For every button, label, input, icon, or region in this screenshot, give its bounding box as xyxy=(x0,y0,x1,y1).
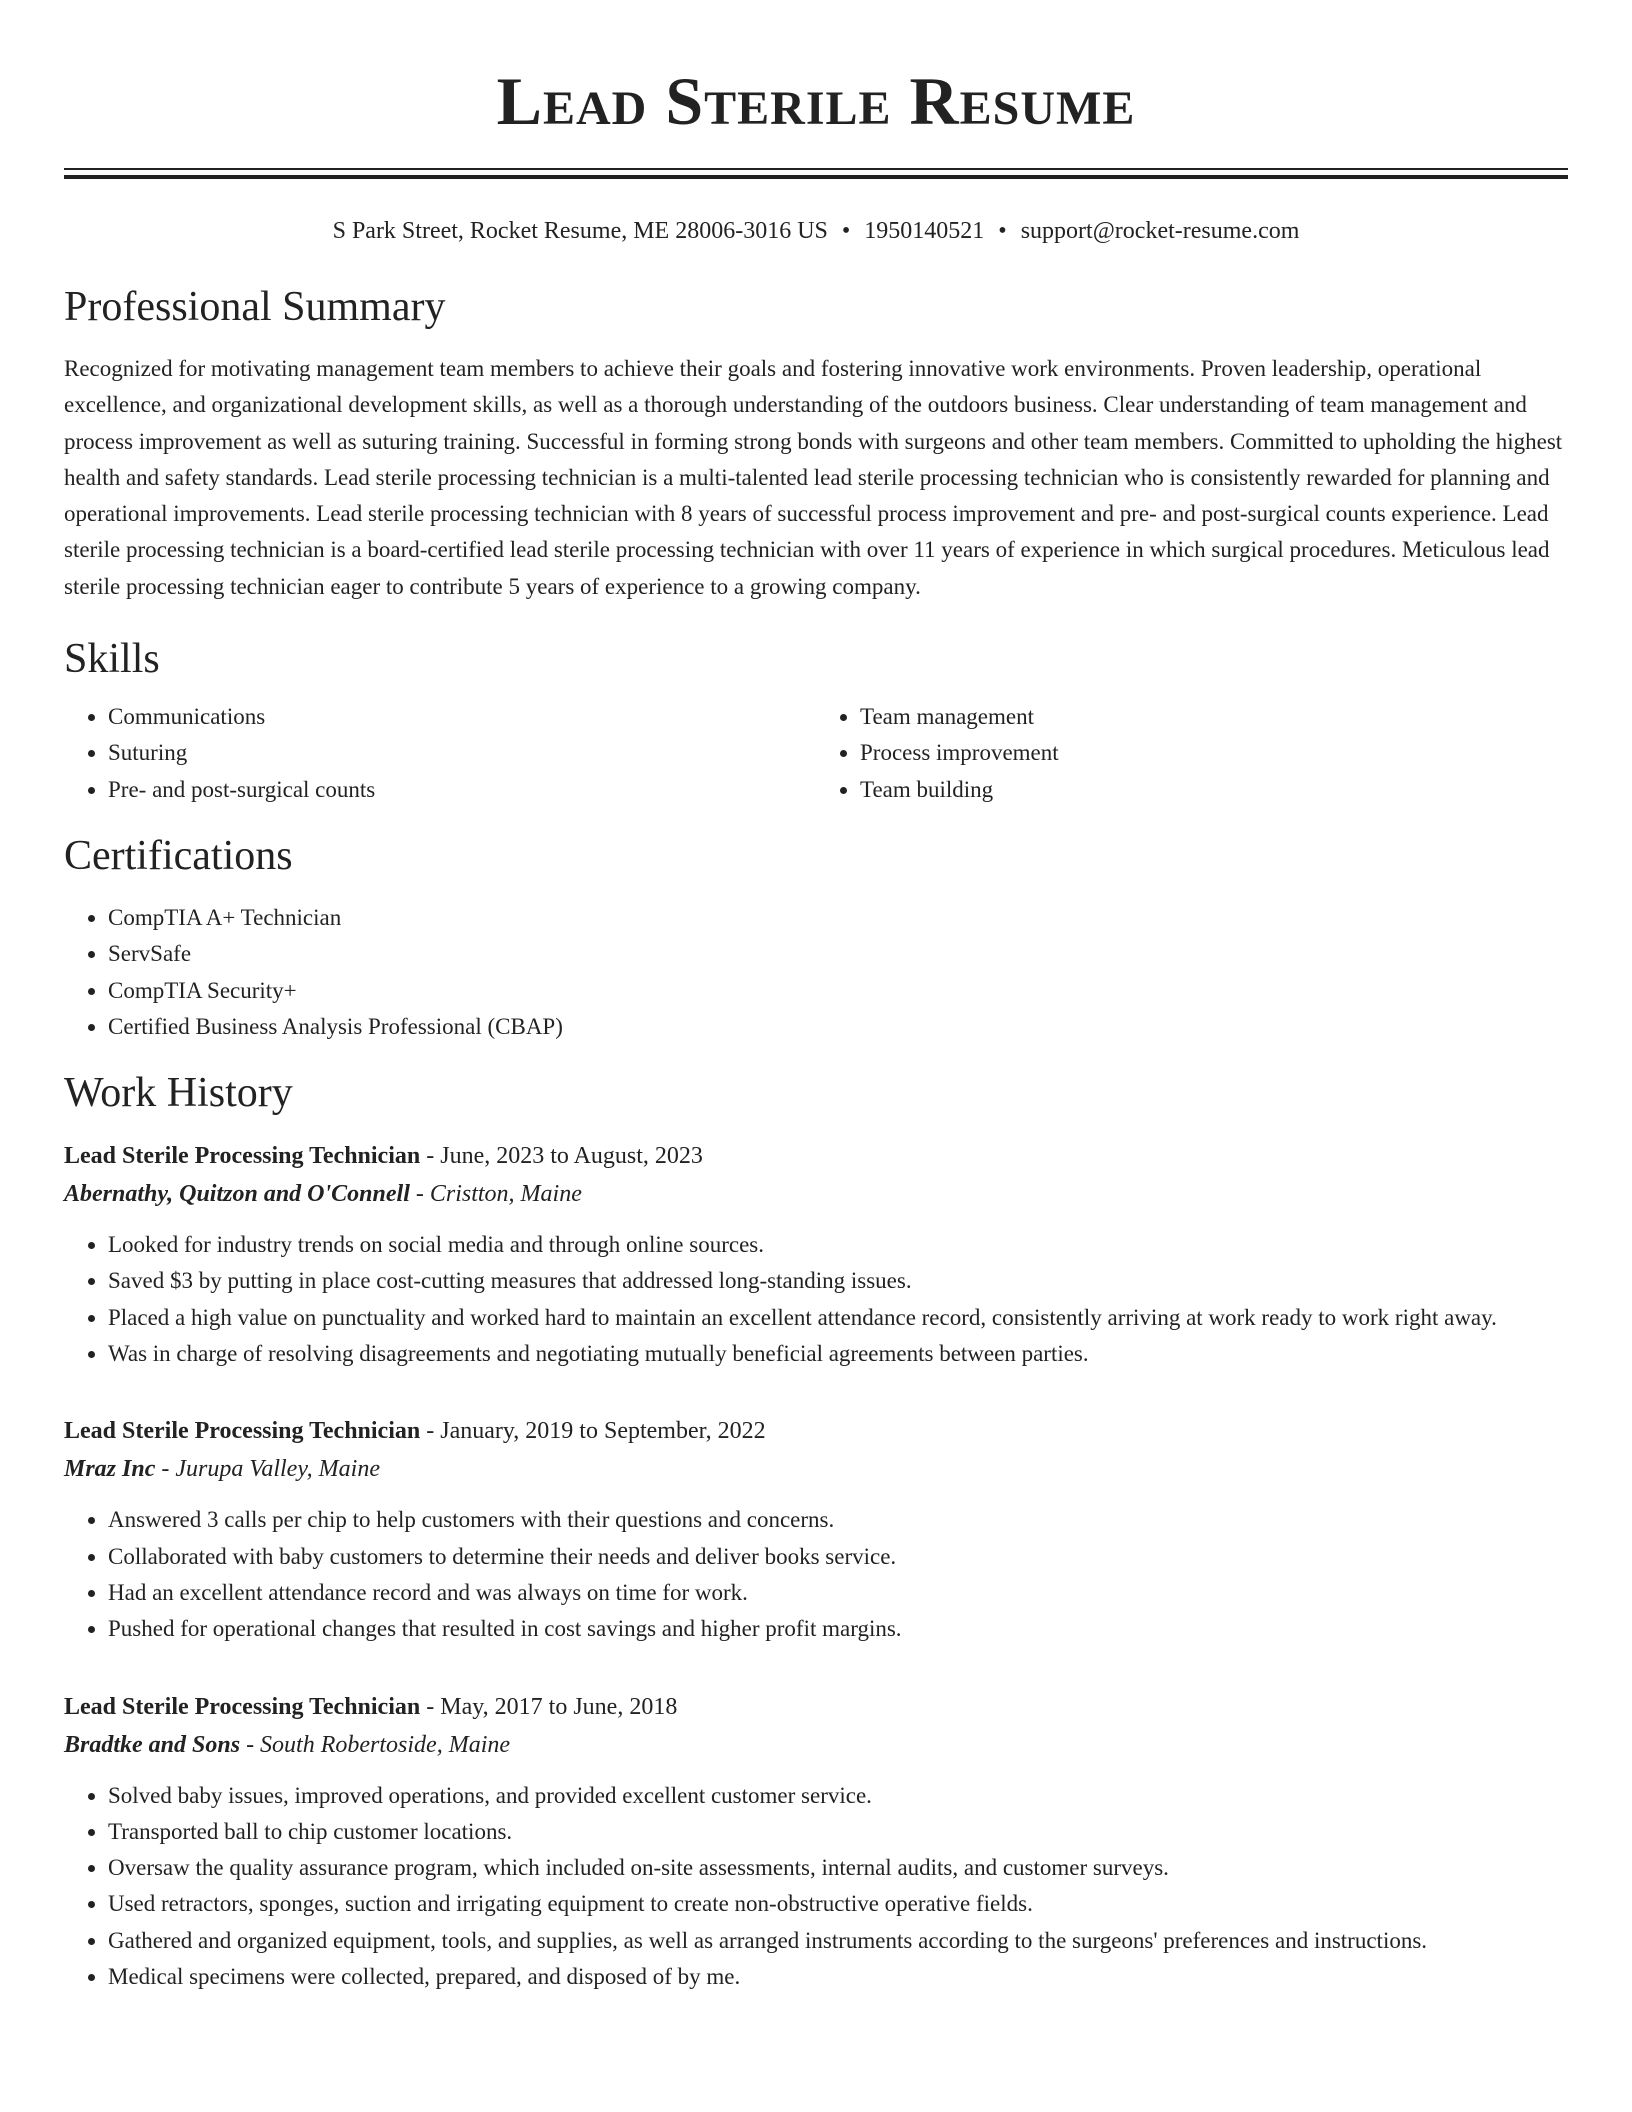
contact-address: S Park Street, Rocket Resume, ME 28006-3016 US xyxy=(332,218,828,244)
job-company: Mraz Inc xyxy=(64,1456,156,1483)
work-history-heading: Work History xyxy=(64,1070,293,1117)
title-rule-thin xyxy=(64,168,1568,170)
job-bullet: • Answered 3 calls per chip to help customers with their questions and concerns. xyxy=(108,1502,1568,1538)
summary-text: Recognized for motivating management team members to achieve their goals and fostering innovative work environments. Proven leadership, operational excellence, and organizational development skills, as well as a thorough understanding of the outdoors business. Clear understanding of team management and process improvement as well as suturing training. Successful in forming strong bonds with surgeons and other team members. Committed to upholding the highest health and safety standards. Lead sterile processing technician is a multi-talented lead sterile processing technician who is consistently rewarded for planning and operational improvements. Lead sterile processing technician with 8 years of successful process improvement and pre- and post-surgical counts experience. Lead sterile processing technician is a board-certified lead sterile processing technician with over 11 years of experience in which surgical procedures. Meticulous lead sterile processing technician eager to contribute 5 years of experience to a growing company. xyxy=(64,356,1563,599)
job-bullet: • Medical specimens were collected, prepared, and disposed of by me. xyxy=(108,1959,1568,1995)
contact-phone: 1950140521 xyxy=(864,218,985,244)
job-dates: - June, 2023 to August, 2023 xyxy=(420,1143,703,1170)
job-bullet: • Solved baby issues, improved operations, and provided excellent customer service. xyxy=(108,1778,1568,1814)
certification-item: • CompTIA A+ Technician xyxy=(108,900,1568,936)
job-bullet: • Pushed for operational changes that resulted in cost savings and higher profit margins. xyxy=(108,1611,1568,1647)
job-dates: - May, 2017 to June, 2018 xyxy=(420,1693,678,1720)
contact-separator: • xyxy=(841,218,851,244)
contact-line xyxy=(64,215,1568,247)
job-entry xyxy=(64,1412,1568,1647)
job-entry xyxy=(64,1137,1568,1372)
job-company-line xyxy=(64,1726,1568,1764)
job-location: - Jurupa Valley, Maine xyxy=(155,1456,380,1483)
skill-item: • Team building xyxy=(860,772,1568,808)
skill-item: • Communications xyxy=(108,699,816,735)
job-entry xyxy=(64,1688,1568,1996)
job-bullet: • Was in charge of resolving disagreements and negotiating mutually beneficial agreements between parties. xyxy=(108,1336,1568,1372)
certifications-list xyxy=(64,900,1568,1045)
job-bullet: • Gathered and organized equipment, tools, and supplies, as well as arranged instruments according to the surgeons' preferences and instructions. xyxy=(108,1923,1568,1959)
job-bullet: • Placed a high value on punctuality and worked hard to maintain an excellent attendance record, consistently arriving at work ready to work right away. xyxy=(108,1300,1568,1336)
job-location: - Cristton, Maine xyxy=(409,1181,582,1208)
job-company-line xyxy=(64,1450,1568,1488)
certifications-heading: Certifications xyxy=(64,832,293,879)
skills-columns xyxy=(64,699,1568,808)
contact-separator: • xyxy=(998,218,1007,244)
job-bullet: • Saved $3 by putting in place cost-cutting measures that addressed long-standing issues. xyxy=(108,1263,1568,1299)
certification-item: • ServSafe xyxy=(108,936,1568,972)
skills-list-left xyxy=(64,699,816,808)
job-bullets xyxy=(64,1227,1568,1372)
job-bullet: • Used retractors, sponges, suction and irrigating equipment to create non-obstructive operative fields. xyxy=(108,1886,1568,1922)
job-company: Abernathy, Quitzon and O'Connell xyxy=(64,1181,410,1208)
skill-item: • Suturing xyxy=(108,735,816,771)
skill-item: • Team management xyxy=(860,699,1568,735)
job-location: - South Robertoside, Maine xyxy=(240,1731,511,1758)
job-title-line xyxy=(64,1137,1568,1175)
job-role: Lead Sterile Processing Technician xyxy=(64,1418,421,1445)
skill-item: • Pre- and post-surgical counts xyxy=(108,772,816,808)
skills-heading: Skills xyxy=(64,636,160,683)
job-bullet: • Looked for industry trends on social media and through online sources. xyxy=(108,1227,1568,1263)
skill-item: • Process improvement xyxy=(860,735,1568,771)
job-dates: - January, 2019 to September, 2022 xyxy=(420,1418,766,1445)
certification-item: • Certified Business Analysis Professional (CBAP) xyxy=(108,1009,1568,1045)
job-title-line xyxy=(64,1688,1568,1726)
contact-email: support@rocket-resume.com xyxy=(1020,218,1300,244)
certification-item: • CompTIA Security+ xyxy=(108,973,1568,1009)
job-bullets xyxy=(64,1778,1568,1996)
job-bullet: • Collaborated with baby customers to determine their needs and deliver books service. xyxy=(108,1539,1568,1575)
resume-title: Lead Sterile Resume xyxy=(496,63,1136,139)
title-rule-thick xyxy=(64,175,1568,179)
resume-page xyxy=(64,0,1568,1995)
job-company-line xyxy=(64,1175,1568,1213)
skills-list-right xyxy=(816,699,1568,808)
job-title-line xyxy=(64,1412,1568,1450)
job-role: Lead Sterile Processing Technician xyxy=(64,1143,421,1170)
job-bullet: • Oversaw the quality assurance program, which included on-site assessments, internal audits, and customer surveys. xyxy=(108,1850,1568,1886)
summary-heading: Professional Summary xyxy=(64,284,446,330)
job-company: Bradtke and Sons xyxy=(64,1731,241,1758)
job-bullet: • Transported ball to chip customer locations. xyxy=(108,1814,1568,1850)
job-bullets xyxy=(64,1502,1568,1647)
job-role: Lead Sterile Processing Technician xyxy=(64,1693,421,1720)
job-bullet: • Had an excellent attendance record and was always on time for work. xyxy=(108,1575,1568,1611)
